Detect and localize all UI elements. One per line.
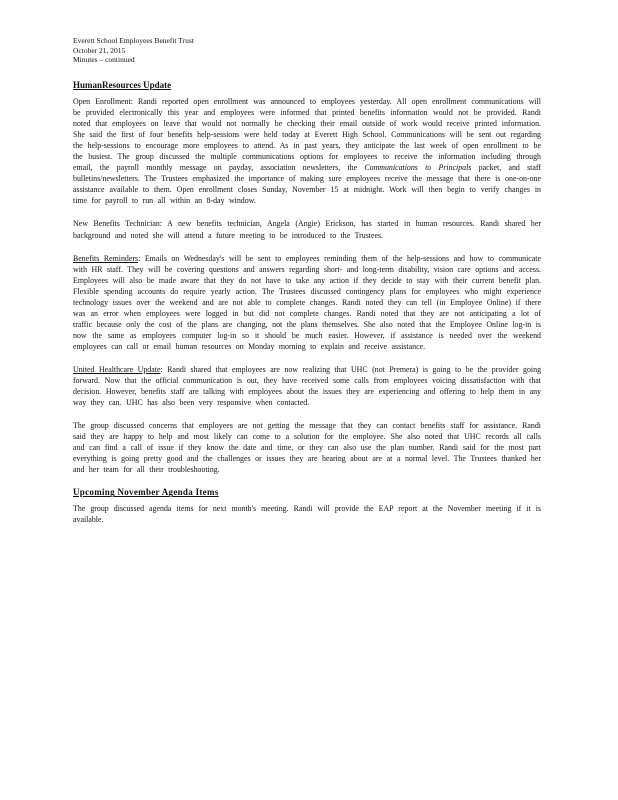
- section-heading-hr-update: HumanResources Update: [73, 80, 172, 90]
- paragraph-new-benefits-technician: New Benefits Technician: A new benefits technician, Angela (Angie) Erickson, has started in human resources. Randi shared her background and noted she will attend a future meeting to be introduced to the Trustees.: [73, 219, 541, 240]
- paragraph-united-healthcare: [73, 364, 541, 408]
- paragraph-group-discussed-concerns: The group discussed concerns that employees are not getting the message that they can contact benefits staff for assistance. Randi said they are happy to help and most likely can come to a solution for the employee. She also noted that UHC records all calls and can find a call of issue if they know the date and time, or they can also use the plan number. Randi said for the most part everything is going pretty good and the challenges or issues they are hearing about are at a normal level. The Trustees thanked her and her team for all their troubleshooting.: [73, 421, 541, 475]
- paragraph-benefits-reminders: [73, 253, 541, 352]
- document-header: [73, 36, 194, 65]
- paragraph-agenda-items: The group discussed agenda items for next month's meeting. Randi will provide the EAP report at the November meeting if it is available.: [73, 504, 541, 525]
- section-heading-upcoming-agenda: Upcoming November Agenda Items: [73, 487, 219, 498]
- header-subtitle: Minutes – continued: [73, 55, 135, 64]
- header-date: October 21, 2015: [73, 45, 126, 55]
- benefits-reminders-text: : Emails on Wednesday's will be sent to employees reminding them of the help-sessions and how to communicate with HR staff. They will be covering questions and answers regarding short- and long-term disability, vision care options and access. Employees will also be made aware that they do not have to take any action if they decide to stay with their current benefit plan. Flexible spending accounts do require yearly action. The Trustees discussed contingency plans for employees who might experience technology issues over the weekend and are not able to complete changes. Randi noted they can tell (in Employee Online) if there was an error when employees were logged in but did not complete changes. Randi noted that they are not anticipating a lot of traffic because only the cost of the plans are changing, not the plans themselves. She also noted that the Employee Online log-in is now the same as employees computer log-in so it should be much easier. However, if assistance is needed over the weekend employees can call or email human resources on Monday morning to explain and receive assistance.: [73, 253, 541, 351]
- united-healthcare-text: : Randi shared that employees are now realizing that UHC (not Premera) is going to be the provider going forward. Now that the official communication is out, they have received some calls from employees voicing dissatisfaction with that decision. However, benefits staff are talking with employees about the issues they are experiencing and offering to help them in any way they can. UHC has also been very responsive when contacted.: [73, 364, 542, 408]
- united-healthcare-label: United Healthcare Update: [73, 364, 161, 374]
- benefits-reminders-label: Benefits Reminders: [73, 253, 139, 263]
- paragraph-open-enrollment: [73, 96, 541, 206]
- header-organization: Everett School Employees Benefit Trust: [73, 36, 194, 45]
- communications-to-principals: Communications to Principals: [364, 163, 472, 173]
- open-enrollment-text-b: packet, and staff bulletins/newsletters. The Trustees emphasized the importance of making sure employees receive the message that there is one-on-one assistance available to them. Open enrollment closes Sunday, November 15 at midnight. Work will then begin to verify changes in time for payroll to run all within an 8-day window.: [73, 163, 541, 206]
- open-enrollment-text-a: Open Enrollment: Randi reported open enrollment was announced to employees yesterday. All open enrollment communications will be provided electronically this year and employees were informed that printed benefits information would not be provided. Randi noted that employees on leave that would not normally be checking their email outside of work would receive printed information. She said the first of four benefits help-sessions were held today at Everett High School. Communications will be sent out regarding the help-sessions to encourage more employees to attend. As in past years, they anticipate the last week of open enrollment to be the busiest. The group discussed the multiple communications options for employees to receive the information including through email, the payroll monthly message on payday, association newsletters, the: [73, 97, 541, 173]
- document-body: [73, 80, 541, 538]
